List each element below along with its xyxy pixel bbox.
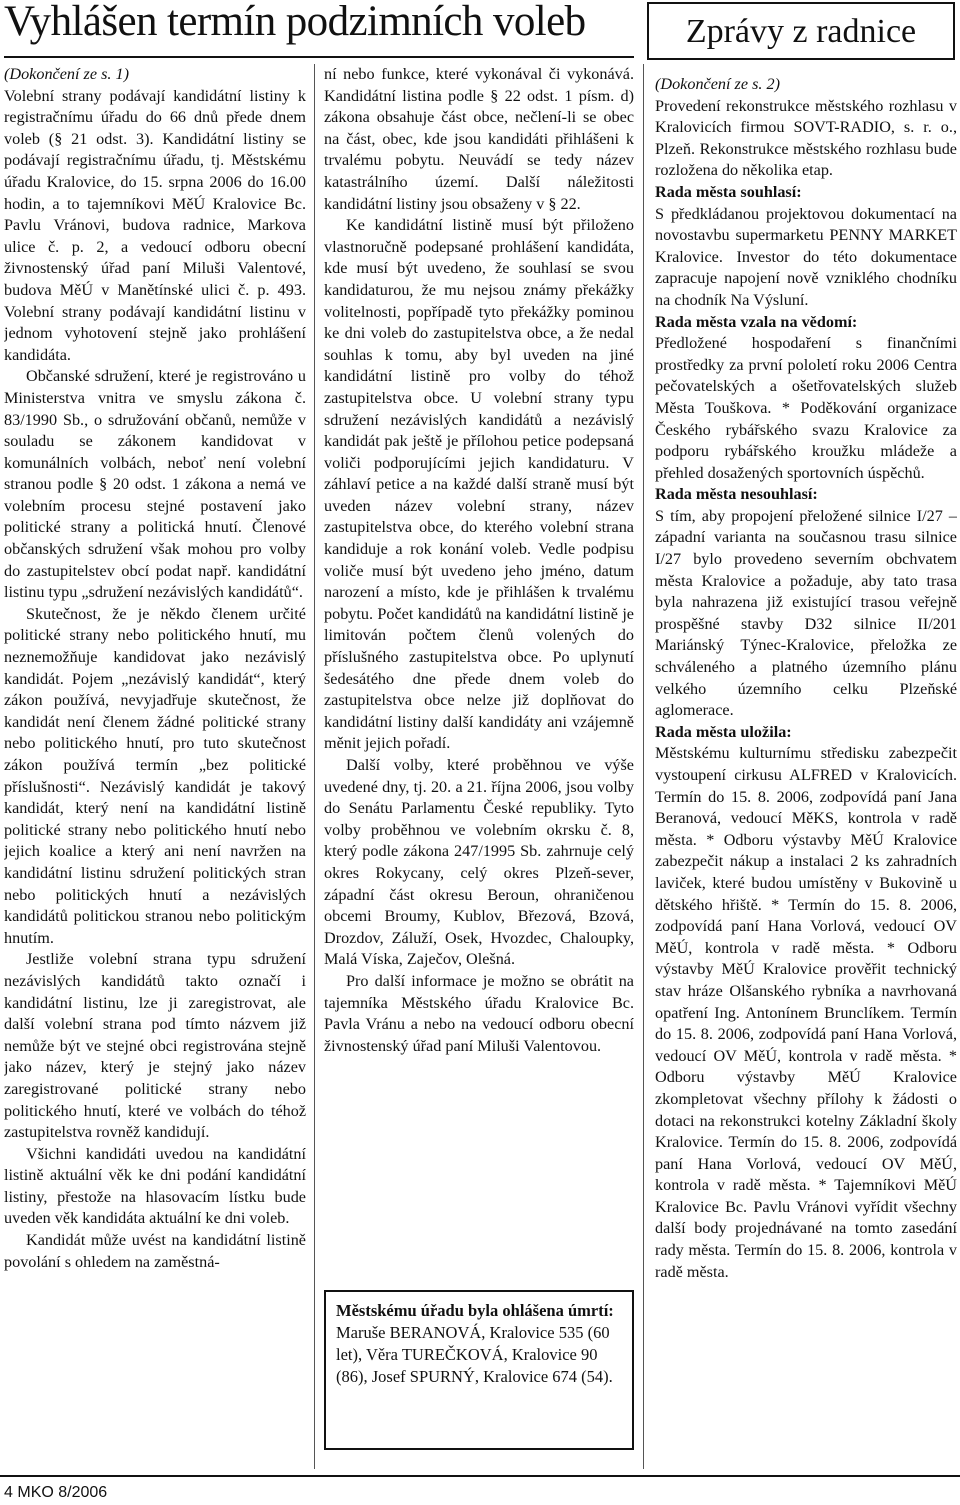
section-heading: Rada města vzala na vědomí: xyxy=(655,312,858,331)
news-column xyxy=(655,74,957,1474)
page-footer xyxy=(4,1483,107,1503)
footer-rule xyxy=(0,1475,960,1477)
paragraph: ní nebo funkce, které vykonával či vykonává. Kandidátní listina podle § 22 odst. 1 písm. d) zákona obsahuje část obce, nečlení-li se obec na část, obec, kde jsou kandidáti přihlášeni k trvalému pobytu. Neuvádí se tedy název katastrálního území. Další náležitosti kandidátní listiny jsou obsaženy v § 22. xyxy=(324,65,634,213)
article-column-2 xyxy=(324,64,634,1294)
page-number: 4 xyxy=(4,1484,13,1501)
obituary-text: Maruše BERANOVÁ, Kralovice 535 (60 let), Věra TUREČKOVÁ, Kralovice 90 (86), Josef SPURNÝ, Kralovice 674 (54). xyxy=(336,1323,613,1386)
obituary-box xyxy=(324,1290,634,1450)
continuation-note: (Dokončení ze s. 1) xyxy=(4,65,129,83)
column-divider xyxy=(314,64,315,1469)
paragraph: Skutečnost, že je někdo členem určité politické strany nebo politického hnutí, mu neznemožňuje kandidovat jako nezávislý kandidát. Pojem „nezávislý kandidát“, který zákon používá, nevyjadřuje skutečnost, že kandidát není členem žádné politické strany nebo politického hnutí, pro tuto skutečnost zákon používá termín „bez politické příslušnosti“. Nezávislý kandidát je takový kandidát, který není na kandidátní listině politické strany nebo politického hnutí nebo jejich koalice a který ani není navržen na kandidátní listinu sdružení politických stran nebo politických hnutí a nezávislých kandidátů politickou stranou nebo politickým hnutím. xyxy=(4,604,306,947)
paragraph: Občanské sdružení, které je registrováno u Ministerstva vnitra ve smyslu zákona č. 83/1990 Sb., o sdružování občanů, nemůže v souladu se zákonem kandidovat v komunálních volbách, neboť není volební stranou podle § 20 odst. 1 zákona a nemá ve volebním procesu stejné postavení jako politické strany a politická hnutí. Členové občanských sdružení však mohou pro volby do zastupitelstev obcí podat např. kandidátní listinu typu „sdružení nezávislých kandidátů“. xyxy=(4,367,306,602)
paragraph: Další volby, které proběhnou ve výše uvedené dny, tj. 20. a 21. října 2006, jsou volby do Senátu Parlamentu České republiky. Tyto volby proběhnou ve volebním okrsku č. 8, který podle zákona 247/1995 Sb. zahrnuje celý okres Rokycany, celý okres Plzeň-sever, západní část okresu Beroun, ohraničenou obcemi Broumy, Kublov, Březová, Bzová, Drozdov, Záluží, Osek, Hvozdec, Chaloupky, Malá Víska, Zaječov, Olešná. xyxy=(324,756,634,969)
paragraph: Předložené hospodaření s finančními prostředky za první pololetí roku 2006 Centra pečovatelských a ošetřovatelských služeb Města Touškova. * Poděkování organizace Českého rybářského svazu Kralovice za podporu rybářského kroužku mládeže a přehled dosažených sportovních úspěchů. xyxy=(655,334,957,482)
paragraph: Všichni kandidáti uvedou na kandidátní listině aktuální věk ke dni podání kandidátní listiny, přestože na hlasovacím lístku bude uveden věk kandidáta aktuální ke dni voleb. xyxy=(4,1144,306,1228)
paragraph: Ke kandidátní listině musí být přiloženo vlastnoručně podepsané prohlášení kandidáta, kde musí být uvedeno, že souhlasí se svou kandidaturou, že mu nejsou známy překážky volitelnosti, popřípadě tyto překážky pominou ke dni voleb do zastupitelstva obce, a že nedal souhlas k tomu, aby byl uveden na jiné kandidátní listině pro volby do téhož zastupitelstva obce. U volební strany typu sdružení nezávislých kandidátů a nezávislý kandidát pak ještě je přílohou petice podepsaná voliči podporujícími jejich kandidaturu. V záhlaví petice a na každé další straně musí být uveden název volební strany, název zastupitelstva obce, do kterého volební strana kandiduje a rok konání voleb. Vedle podpisu voliče musí být uvedeno jeho jméno, datum narození a místo, kde je přihlášen k trvalému pobytu. Počet kandidátů na kandidátní listině je limitován počtem členů volených do příslušného zastupitelstva obce. Po uplynutí šedesátého dne přede dnem voleb do zastupitelstva obce nelze již doplňovat do kandidátní listiny další kandidáty ani vzájemně měnit jejich pořadí. xyxy=(324,216,634,753)
article-title: Vyhlášen termín podzimních voleb xyxy=(4,0,586,45)
publication-issue: MKO 8/2006 xyxy=(17,1484,108,1501)
title-rule xyxy=(4,56,634,58)
paragraph: Provedení rekonstrukce městského rozhlasu v Kralovicích firmou SOVT-RADIO, s. r. o., Plzeň. Rekonstrukce městského rozhlasu bude rozložena do několika etap. xyxy=(655,96,957,180)
paragraph: Jestliže volební strana typu sdružení nezávislých kandidátů takto označí i kandidátní listinu, lze ji zaregistrovat, ale další volební strana pod tímto názvem již nemůže být ve stejné obci registrována stejně jako název, který je stejný jako název zaregistrované politické strany nebo politického hnutí, které ve volbách do téhož zastupitelstva rovněž kandidují. xyxy=(4,950,306,1142)
paragraph: Městskému kulturnímu středisku zabezpečit vystoupení cirkusu ALFRED v Kralovicích. Termín do 15. 8. 2006, zodpovídá paní Jana Beranová, vedoucí MěKS, kontrola v radě města. * Odboru výstavby MěÚ Kralovice zabezpečit nákup a instalaci 2 ks zahradních laviček, které budou umístěny v Bukovině u dětského hřiště. * Termín do 15. 8. 2006, zodpovídá paní Hana Vorlová, vedoucí OV MěÚ, kontrola v radě města. * Odboru výstavby MěÚ Kralovice prověřit technický stav hráze Olšanského rybníka a navrhovaná opatření Ing. Antonínem Brunclíkem. Termín do 15. 8. 2006, zodpovídá paní Hana Vorlová, vedoucí OV MěÚ, kontrola v radě města. * Odboru výstavby MěÚ Kralovice zkompletovat všechny přílohy k žádosti o dotaci na rekonstrukci kotelny Základní školy Kralovice. Termín do 15. 8. 2006, zodpovídá paní Hana Vorlová, vedoucí OV MěÚ, kontrola v radě města. * Tajemníkovi MěÚ Kralovice Bc. Pavlu Vránovi vyřídit všechny další body projednávané na tomto zasedání rady města. Termín do 15. 8. 2006, kontrola v radě města. xyxy=(655,744,957,1281)
article-column-1 xyxy=(4,64,306,1474)
paragraph: Kandidát může uvést na kandidátní listině povolání s ohledem na zaměstná- xyxy=(4,1231,306,1271)
paragraph: S předkládanou projektovou dokumentací na novostavbu supermarketu PENNY MARKET Kralovice. Investor do této dokumentace zapracuje napojení nově vzniklého chodníku na chodník Na Výsluní. xyxy=(655,204,957,309)
paragraph: Pro další informace je možno se obrátit na tajemníka Městského úřadu Kralovice Bc. Pavla Vránu a nebo na vedoucí odboru obecní živnostenský úřad paní Miluši Valentovou. xyxy=(324,971,634,1055)
paragraph: Volební strany podávají kandidátní listiny k registračnímu úřadu do 66 dnů přede dnem voleb (§ 21 odst. 3). Kandidátní listiny se podávají registračnímu úřadu, tj. Městskému úřadu Kralovice, do 15. srpna 2006 do 16.00 hodin, a to tajemníkovi MěÚ Kralovice Bc. Pavlu Vránovi, budova radnice, Markova ulice č. p. 2, a vedoucí odboru obecní živnostenský úřad paní Miluši Valentové, budova MěÚ v Manětínské ulici č. p. 493. Volební strany podávají kandidátní listinu v jednom vyhotovení stejně jako prohlášení kandidáta. xyxy=(4,86,306,364)
column-divider xyxy=(643,64,644,1469)
section-heading: Rada města uložila: xyxy=(655,722,792,741)
section-heading: Rada města souhlasí: xyxy=(655,182,802,201)
paragraph: S tím, aby propojení přeložené silnice I/27 – západní varianta na současnou trasu silnice I/27 bylo provedeno severním obchvatem města Kralovice a požaduje, aby tato trasa byla nahrazena již existující trasou veřejně prospěšné stavby D32 silnice II/201 Mariánský Týnec-Kralovice, přeložka ze schváleného a platného územního plánu velkého územního celku Plzeňské aglomerace. xyxy=(655,506,957,720)
section-heading: Rada města nesouhlasí: xyxy=(655,485,818,504)
continuation-note: (Dokončení ze s. 2) xyxy=(655,75,780,93)
obituary-title: Městskému úřadu byla ohlášena úmrtí: xyxy=(336,1301,614,1320)
news-section-box: Zprávy z radnice xyxy=(647,2,955,60)
